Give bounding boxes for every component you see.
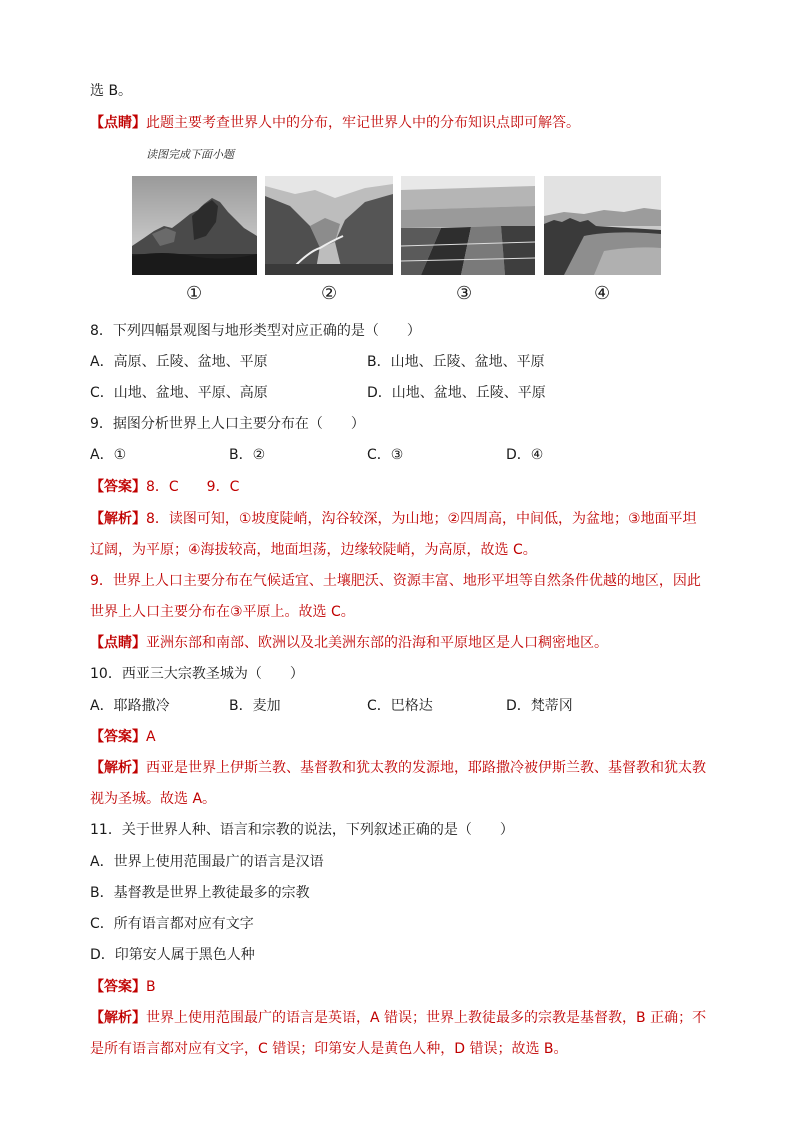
analysis-q9-line2: 世界上人口主要分布在③平原上。故选 C。 (90, 604, 355, 620)
analysis-text: 世界上使用范围最广的语言是英语，A 错误；世界上教徒最多的宗教是基督教，B 正确；不 (146, 1010, 707, 1026)
question-10: 10．西亚三大宗教圣城为（ ） (90, 666, 304, 682)
tip-q9 (90, 633, 608, 653)
q8-option-a: A．高原、丘陵、盆地、平原 (90, 354, 268, 370)
q9-option-b: B．② (229, 447, 266, 463)
answer-text: A (146, 729, 156, 745)
figure-caption: 读图完成下面小题 (146, 148, 234, 161)
q11-option-c: C．所有语言都对应有文字 (90, 916, 254, 932)
q11-option-b: B．基督教是世界上教徒最多的宗教 (90, 885, 310, 901)
tip-tag: 【点睛】 (90, 635, 146, 651)
q8-option-c: C．山地、盆地、平原、高原 (90, 385, 268, 401)
analysis-q8-line2: 辽阔，为平原；④海拔较高，地面坦荡，边缘较陡峭，为高原，故选 C。 (90, 542, 537, 558)
figure-label-4: ④ (594, 283, 611, 304)
q10-option-b: B．麦加 (229, 698, 281, 714)
q9-option-c: C．③ (367, 447, 404, 463)
question-8: 8．下列四幅景观图与地形类型对应正确的是（ ） (90, 323, 421, 339)
analysis-tag: 【解析】 (90, 511, 146, 527)
landscape-photo-mountain (132, 176, 257, 275)
answer-continuation: 选 B。 (90, 83, 133, 99)
analysis-q8-line1 (90, 509, 697, 529)
analysis-text: 西亚是世界上伊斯兰教、基督教和犹太教的发源地，耶路撒冷被伊斯兰教、基督教和犹太教 (146, 760, 706, 776)
analysis-q11-line1 (90, 1008, 706, 1028)
answer-q11 (90, 977, 156, 997)
q11-option-d: D．印第安人属于黑色人种 (90, 947, 255, 963)
q9-option-a: A．① (90, 447, 127, 463)
analysis-q9-line1: 9．世界上人口主要分布在气候适宜、土壤肥沃、资源丰富、地形平坦等自然条件优越的地区，因此 (90, 573, 701, 589)
answer-text: 8．C 9．C (146, 479, 240, 495)
analysis-tag: 【解析】 (90, 1010, 146, 1026)
analysis-q10-line2: 视为圣城。故选 A。 (90, 791, 217, 807)
figure-label-1: ① (186, 283, 203, 304)
tip-q7 (90, 113, 580, 133)
q10-option-d: D．梵蒂冈 (506, 698, 573, 714)
q8-option-b: B．山地、丘陵、盆地、平原 (367, 354, 545, 370)
answer-q8-q9 (90, 477, 239, 497)
landscape-photo-plain (401, 176, 535, 275)
analysis-tag: 【解析】 (90, 760, 146, 776)
landscape-photo-plateau (544, 176, 661, 275)
question-9: 9．据图分析世界上人口主要分布在（ ） (90, 416, 365, 432)
analysis-q10-line1 (90, 758, 706, 778)
answer-tag: 【答案】 (90, 729, 146, 745)
analysis-text: 8．读图可知，①坡度陡峭，沟谷较深，为山地；②四周高，中间低，为盆地；③地面平坦 (146, 511, 697, 527)
q9-option-d: D．④ (506, 447, 544, 463)
q10-option-c: C．巴格达 (367, 698, 433, 714)
question-11: 11．关于世界人种、语言和宗教的说法，下列叙述正确的是（ ） (90, 822, 514, 838)
analysis-q11-line2: 是所有语言都对应有文字，C 错误；印第安人是黄色人种，D 错误；故选 B。 (90, 1041, 568, 1057)
figure-label-3: ③ (456, 283, 473, 304)
answer-tag: 【答案】 (90, 979, 146, 995)
answer-text: B (146, 979, 156, 995)
answer-tag: 【答案】 (90, 479, 146, 495)
q10-option-a: A．耶路撒冷 (90, 698, 170, 714)
q8-option-d: D．山地、盆地、丘陵、平原 (367, 385, 546, 401)
landscape-photo-basin (265, 176, 393, 275)
tip-text: 此题主要考查世界人中的分布，牢记世界人中的分布知识点即可解答。 (146, 115, 580, 131)
tip-text: 亚洲东部和南部、欧洲以及北美洲东部的沿海和平原地区是人口稠密地区。 (146, 635, 608, 651)
q11-option-a: A．世界上使用范围最广的语言是汉语 (90, 854, 324, 870)
tip-tag: 【点睛】 (90, 115, 146, 131)
figure-label-2: ② (321, 283, 338, 304)
answer-q10 (90, 727, 156, 747)
